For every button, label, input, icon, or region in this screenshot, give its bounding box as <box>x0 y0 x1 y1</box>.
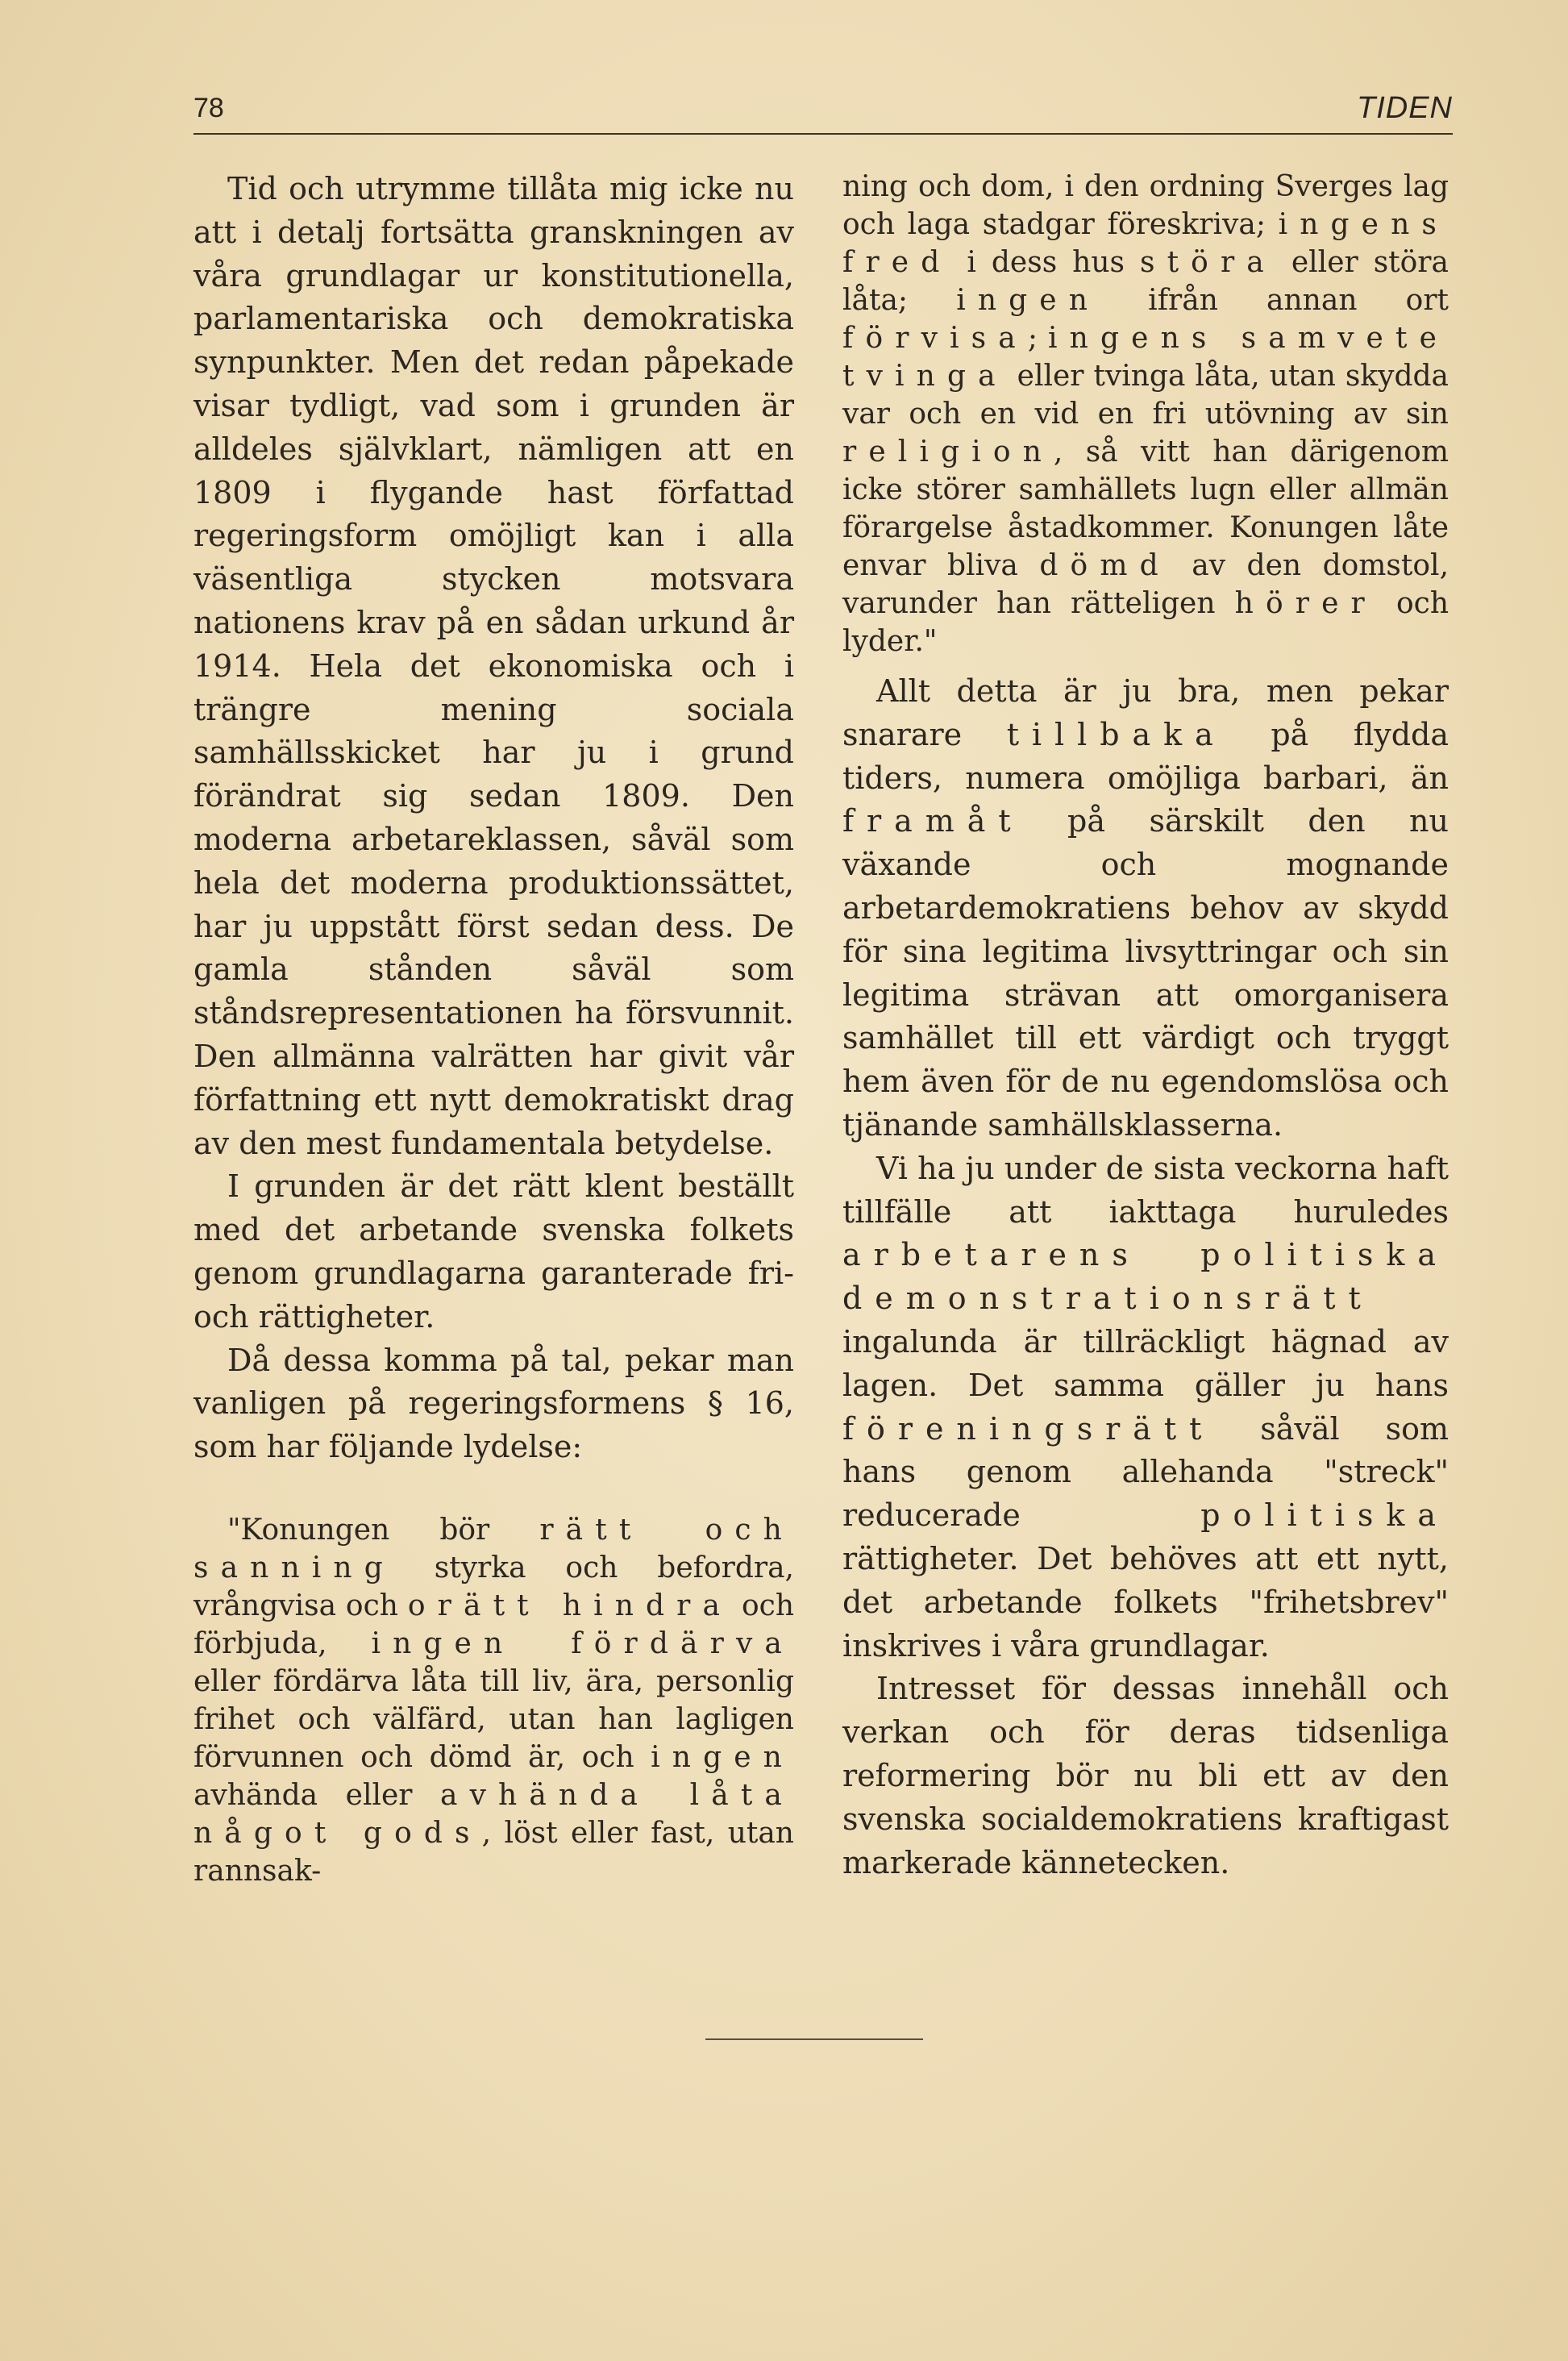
spaced-emphasis: religion <box>842 435 1054 468</box>
text: eller tvinga låta, utan skydda var och en vid en fri utövning av sin <box>842 360 1449 431</box>
spaced-emphasis: ingens samvete tvinga <box>842 322 1449 393</box>
text: rättigheter. Det behöves att ett nytt, det arbetande folkets "frihetsbrev" inskrives i våra grundlagar. <box>842 1540 1449 1664</box>
page-header <box>193 85 1453 135</box>
left-column <box>193 168 794 1890</box>
spaced-emphasis: förvisa <box>842 322 1028 355</box>
spaced-emphasis: politiska <box>1200 1497 1449 1534</box>
text: eller fördärva låta till liv, ära, personlig frihet och välfärd, utan han lagligen förvunnen och dömd är, och <box>193 1664 794 1774</box>
text: ifrån annan ort <box>1100 284 1449 317</box>
paragraph: Tid och utrymme tillåta mig icke nu att i detalj fortsätta granskningen av våra grundlagar ur konstitutionella, parlamentariska och demokratiska synpunkter. Men det redan påpekade visar tydligt, vad som i grunden är alldeles självklart, nämligen att en 1809 i flygande hast författad regeringsform omöjligt kan i alla väsentliga stycken motsvara nationens krav på en sådan urkund år 1914. Hela det ekonomiska och i trängre mening sociala samhällsskicket har ju i grund förändrat sig sedan 1809. Den moderna arbetareklassen, såväl som hela det moderna produktionssättet, har ju uppstått först sedan dess. De gamla stånden såväl som ståndsrepresentationen ha försvunnit. Den allmänna valrätten har givit vår författning ett nytt demokratiskt drag av den mest fundamentala betydelse. <box>193 171 794 1161</box>
page-number: 78 <box>193 93 224 123</box>
text: i dess hus <box>951 246 1140 279</box>
quoted-law-text-continued <box>842 168 1449 660</box>
paragraph <box>842 1147 1449 1668</box>
text: på flydda tiders, numera omöjliga barbari, än <box>842 716 1449 796</box>
text: avhända eller <box>193 1778 440 1812</box>
text: eller störa låta; <box>842 246 1449 317</box>
text: ingalunda är tillräckligt hägnad av lagen. Det samma gäller ju hans <box>842 1323 1449 1403</box>
spaced-emphasis: rätt och sanning <box>193 1513 794 1584</box>
text: och förbjuda, <box>193 1589 795 1660</box>
text: styrka och befordra, vrångvisa och <box>193 1551 794 1622</box>
text: och lyder." <box>842 587 1449 658</box>
text: "Konungen bör <box>227 1513 540 1547</box>
closing-rule <box>705 2038 923 2040</box>
spaced-emphasis: ingen fördärva <box>371 1626 794 1660</box>
paragraph: Då dessa komma på tal, pekar man vanligen på regeringsformens § 16, som har följande lydelse: <box>193 1342 794 1465</box>
text: av den domstol, varunder han rätteligen <box>842 549 1449 620</box>
text: på särskilt den nu växande och mognande arbetardemokratiens behov av skydd för sina legitima livsyttringar och sin legitima strävan att omorganisera samhället till ett värdigt och tryggt hem även för de nu egendomslösa och tjänande samhällsklasserna. <box>842 803 1449 1143</box>
text: , så vitt han därigenom icke störer samhällets lugn eller allmän förargelse åstadkommer. Konungen låte envar bliva <box>842 435 1449 582</box>
spaced-emphasis: föreningsrätt <box>842 1410 1215 1447</box>
paragraph: I grunden är det rätt klent beställt med det arbetande svenska folkets genom grundlagarna garanterade fri- och rättigheter. <box>193 1168 794 1335</box>
spaced-emphasis: dömd <box>1039 549 1171 582</box>
spaced-emphasis: ingen <box>651 1740 794 1774</box>
spaced-emphasis: avhända låta något gods <box>193 1778 794 1850</box>
text: såväl som hans genom allehanda "streck" reducerade <box>842 1410 1449 1534</box>
text: Allt detta är ju bra, men pekar snarare <box>842 673 1449 752</box>
paragraph <box>842 670 1449 1147</box>
text: ; <box>1027 322 1049 355</box>
journal-title: TIDEN <box>1357 91 1453 125</box>
spaced-emphasis: orätt hindra <box>407 1589 733 1622</box>
text: , löst eller fast, utan rannsak- <box>193 1816 794 1888</box>
paragraph: Intresset för dessas innehåll och verkan och för deras tidsenliga reformering bör nu bli ett av den svenska socialdemokratiens kraftigast markerade kännetecken. <box>842 1671 1449 1880</box>
spaced-emphasis: störa <box>1139 246 1276 279</box>
quoted-law-text <box>193 1511 794 1890</box>
text: Vi ha ju under de sista veckorna haft tillfälle att iakttaga huruledes <box>842 1150 1449 1230</box>
spaced-emphasis: arbetarens politiska demonstrationsrätt <box>842 1237 1449 1317</box>
spaced-emphasis: tillbaka <box>1006 716 1226 752</box>
spaced-emphasis: ingen <box>956 284 1100 317</box>
spaced-emphasis: framåt <box>842 803 1024 839</box>
text: ning och dom, i den ordning Sverges lag och laga stadgar föreskriva; <box>842 170 1449 241</box>
right-column <box>842 168 1449 1884</box>
spaced-emphasis: ingens fred <box>842 208 1449 279</box>
spaced-emphasis: hörer <box>1234 587 1377 620</box>
